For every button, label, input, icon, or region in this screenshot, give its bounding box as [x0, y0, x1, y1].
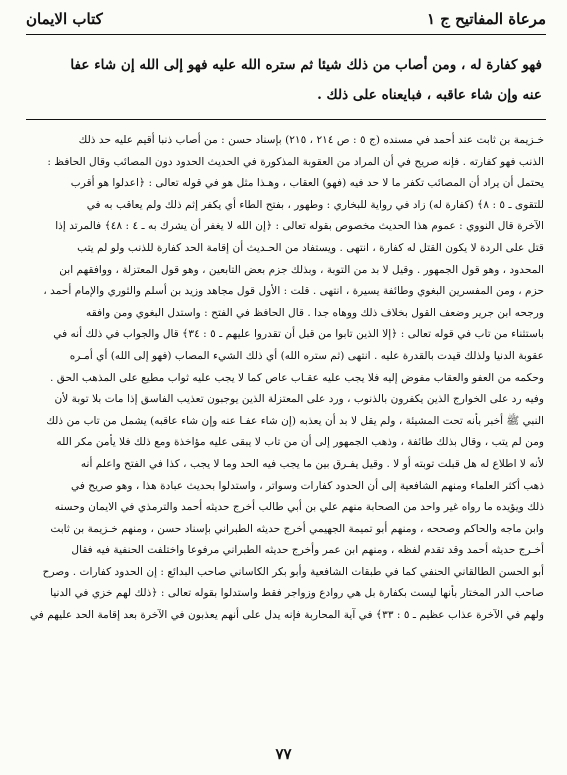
running-header	[26, 6, 546, 32]
commentary-line: لأنه لا اطلاع له هل قبلت توبته أو لا . وقيل يفـرق بين ما يجب فيه الحد وما لا يجب ، كذا في الفتح واعلم أنه	[80, 457, 544, 470]
commentary-line: الآخرة قال النووي : عموم هذا الحديث مخصوص بقوله تعالى : ﴿إن الله لا يغفر أن يشرك به ـ ٤ : ٤٨﴾ فالمرتد إذا	[55, 220, 544, 233]
commentary-line: الذنب فهو كفارته . فإنه صريح في أن المراد من العقوبة المذكورة في الحديث الحدود دون المصائب وقال الحافظ :	[47, 155, 544, 168]
commentary-line: عقوبة الدنيا ولذلك قيدت بالقدرة عليه . انتهى (ثم ستره الله) أي ذلك الشيء المصاب (فهو إلى الله) أي أمـره	[69, 349, 544, 362]
commentary-line: المحدود ، وهو قول الجمهور . وقيل لا بد من التوبة ، وبذلك جزم بعض التابعين ، وهو قول المعتزلة ، ووافقهم ابن	[59, 263, 544, 276]
page-number: ٧٧	[275, 745, 292, 763]
commentary-line: خـزيمة بن ثابت عند أحمد في مسنده (ج ٥ : ص ٢١٤ ، ٢١٥) بإسناد حسن : من أصاب ذنبا أقيم عليه حد ذلك	[78, 134, 544, 146]
text-commentary-divider	[26, 119, 546, 120]
header-rule	[26, 34, 546, 35]
hadith-line: فهو كفارة له ، ومن أصاب من ذلك شيئا ثم ستره الله عليه فهو إلى الله إن شاء عفا	[70, 57, 542, 73]
commentary-line: حزم ، ومن المفسرين البغوي وطائفة يسيرة ، انتهى . قلت : الأول قول مجاهد وزيد بن أسلم والثوري والإمام أحمد ،	[43, 285, 544, 298]
commentary-line: أبو الحسن الطالقاني الحنفي كما في طبقات الشافعية وأبو بكر الكاساني صاحب البدائع : إن الحدود كفارات . وصرح	[42, 565, 544, 578]
commentary-line: أخـرج حديثه أحمد وقد تقدم لفظه ، ومنهم ابن عمر وأخرج حديثه الطبراني مرفوعا واختلفت الحنفية فيه فقال	[71, 544, 544, 557]
commentary-line: صاحب الدر المختار بأنها ليست بكفارة بل هي روادع وزواجر فقط واستدلوا بقوله تعالى : ﴿ذلك لهم خزي في الدنيا	[50, 587, 544, 600]
commentary-line: وحكمه من العفو والعقاب مفوض إليه فلا يجب عليه عقـاب عاص كما لا يجب عليه ثواب مطيع على المذهب الحق .	[49, 371, 544, 384]
hadith-text	[30, 50, 542, 110]
commentary-text	[30, 130, 544, 627]
commentary-line: ذلك ويؤيده ما رواه غير واحد من الصحابة منهم علي بن أبي طالب أخرج حديثه أحمد والترمذي في الايمان وحسنه	[54, 501, 544, 514]
commentary-line: للتقوى ـ ٥ : ٨﴾ (كفارة له) زاد في رواية للبخاري : وطهور ، بفتح الطاء أي يكفر إثم ذلك ولم يعاقب به في	[86, 198, 544, 211]
hadith-line: عنه وإن شاء عاقبه ، فبايعناه على ذلك .	[317, 87, 542, 103]
commentary-line: يحتمل أن يراد أن المصائب تكفر ما لا حد فيه (فهو) العقاب ، وهـذا مثل هو في قوله تعالى : ﴿اعدلوا هو أقرب	[70, 177, 544, 190]
commentary-line: باستثناء من تاب في قوله تعالى : ﴿إلا الذين تابوا من قبل أن تقدروا عليهم ـ ٥ : ٣٤﴾ قال والجواب في ذلك أنه في	[53, 328, 544, 341]
commentary-line: قتل على الردة لا يكون القتل له كفارة ، انتهى . ويستفاد من الحـديث أن إقامة الحد كفارة للذنب ولو لم يتب	[77, 241, 544, 254]
commentary-line: ومن لم يتب ، وقال بذلك طائفة ، وذهب الجمهور إلى أن من تاب لا يبقى عليه مؤاخذة ومع ذلك فلا يأمن مكر الله	[56, 436, 544, 449]
commentary-line: ولهم في الآخرة عذاب عظيم ـ ٥ : ٣٣﴾ في آية المحاربة فإنه يدل على أنهم يعذبون في الآخرة بعد إقامة الحد عليهم في	[30, 609, 544, 622]
commentary-line: ذهب أكثر العلماء ومنهم الشافعية إلى أن الحدود كفارات وسواتر ، واستدلوا بحديث عبادة هذا ، وهو صريح في	[71, 479, 544, 492]
header-chapter-title: كتاب الايمان	[26, 10, 103, 28]
header-book-title: مرعاة المفاتيح ج ١	[426, 10, 546, 28]
commentary-line: النبي ﷺ أخبر بأنه تحت المشيئة ، ولم يقل لا بد أن يعذبه (إن شاء عفـا عنه وإن شاء عاقبه) يشمل من تاب من ذلك	[46, 414, 544, 427]
commentary-line: وابن ماجه والحاكم وصححه ، ومنهم أبو تميمة الجهيمي أخرج حديثه الطبراني بإسناد حسن ، ومنهم خـزيمة بن ثابت	[50, 522, 544, 535]
commentary-line: وفيه رد على الخوارج الذين يكفرون بالذنوب ، ورد على المعتزلة الذين يوجبون تعذيب الفاسق إذا مات بلا توبة لأن	[54, 393, 544, 406]
commentary-line: ورجحه ابن جرير وضعف القول بخلاف ذلك ووهاه جدا . قال الحافظ في الفتح : واستدل البغوي ومن وافقه	[86, 306, 544, 319]
